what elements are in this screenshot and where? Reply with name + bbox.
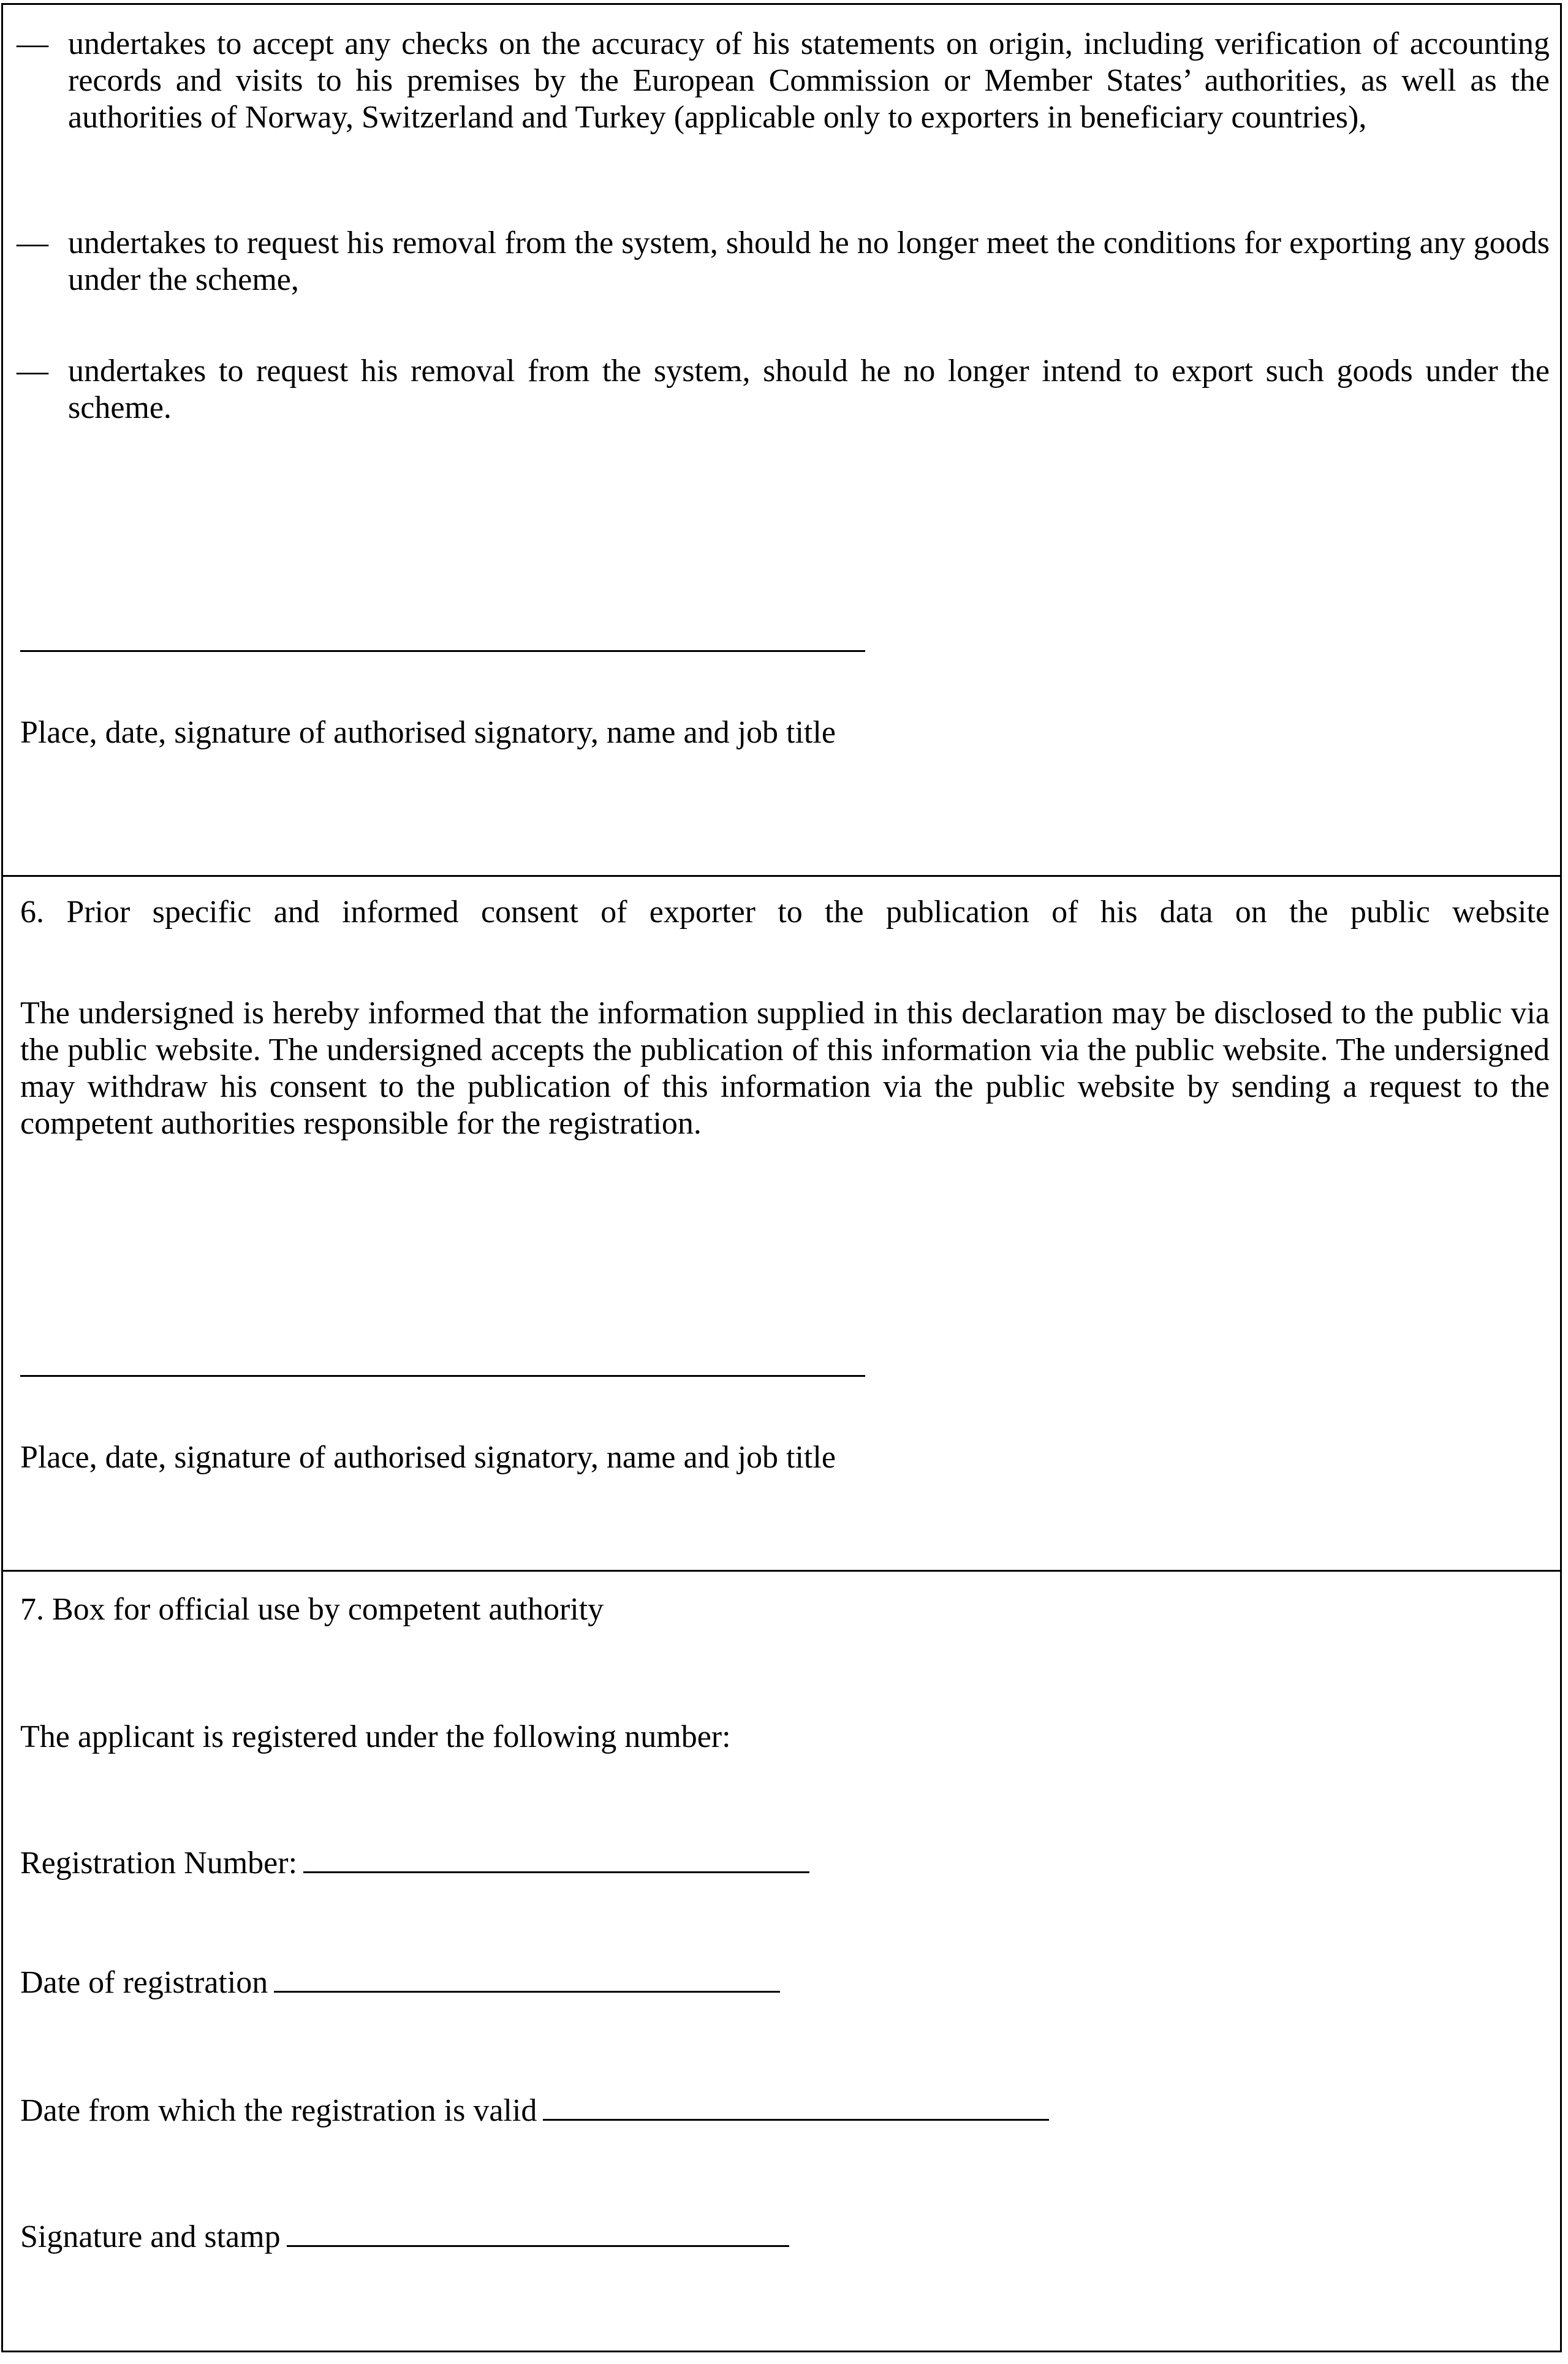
valid-from-row (20, 2093, 1049, 2129)
box-7-heading: 7. Box for official use by competent authority (20, 1592, 604, 1627)
date-of-registration-field[interactable] (274, 1966, 780, 1993)
signature-stamp-field[interactable] (287, 2221, 789, 2247)
box-6-heading: 6. Prior specific and informed consent of exporter to the publication of his data on the public website (20, 895, 1550, 930)
bullet-dash: — (17, 26, 48, 61)
valid-from-label: Date from which the registration is valid (20, 2093, 537, 2128)
valid-from-field[interactable] (543, 2094, 1049, 2121)
date-of-registration-row (20, 1964, 780, 2001)
registration-number-label: Registration Number: (20, 1846, 298, 1881)
registration-number-row (20, 1845, 809, 1882)
signature-caption: Place, date, signature of authorised signatory, name and job title (20, 715, 836, 750)
registration-intro: The applicant is registered under the following number: (20, 1719, 731, 1754)
signature-caption: Place, date, signature of authorised signatory, name and job title (20, 1440, 836, 1475)
undertaking-removal-intent-text: undertakes to request his removal from the system, should he no longer intend to export such goods under the scheme. (68, 354, 1550, 425)
date-of-registration-label: Date of registration (20, 1965, 268, 2000)
undertaking-checks-text: undertakes to accept any checks on the accuracy of his statements on origin, including verification of accounting records and visits to his premises by the European Commission or Member States’ authorities, as well as the authorities of Norway, Switzerland and Turkey (applicable only to exporters in beneficiary countries), (68, 26, 1550, 135)
bullet-dash: — (17, 225, 48, 260)
declaration-form-page (1, 3, 1562, 2352)
consent-paragraph: The undersigned is hereby informed that the information supplied in this declaration may be disclosed to the public via the public website. The undersigned accepts the publication of this information via the public website. The undersigned may withdraw his consent to the publication of this information via the public website by sending a request to the competent authorities responsible for the registration. (20, 996, 1550, 1141)
box-5-undertakings (3, 5, 1560, 875)
signature-stamp-row (20, 2219, 789, 2256)
box-6-publication-consent (3, 875, 1560, 1570)
registration-number-field[interactable] (303, 1847, 809, 1873)
signature-line[interactable] (20, 650, 865, 652)
signature-stamp-label: Signature and stamp (20, 2219, 281, 2254)
undertaking-removal-conditions-text: undertakes to request his removal from the system, should he no longer meet the conditions for exporting any goods under the scheme, (68, 225, 1550, 297)
signature-line[interactable] (20, 1375, 865, 1377)
box-7-official-use (3, 1570, 1560, 2354)
bullet-dash: — (17, 354, 48, 388)
